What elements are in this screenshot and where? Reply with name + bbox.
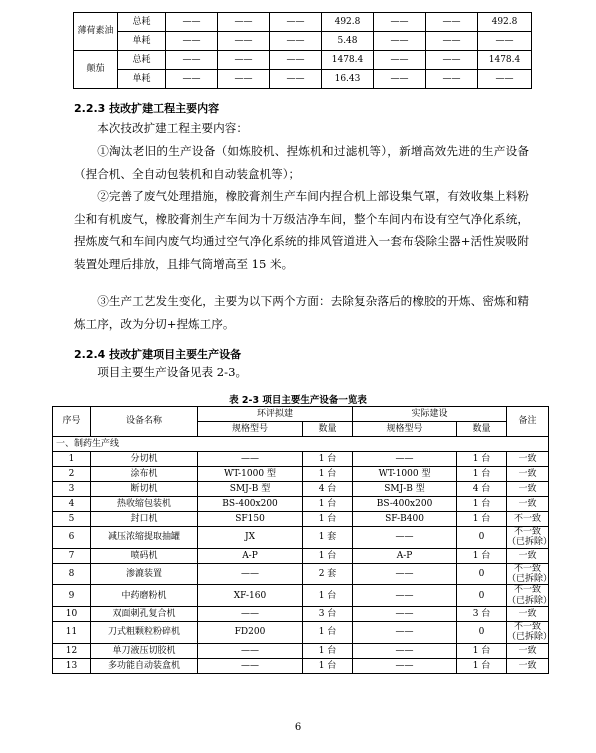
section-heading-2-2-3: 2.2.3 技改扩建工程主要内容 [74, 102, 220, 115]
paragraph: ②完善了废气处理措施，橡胶膏剂生产车间内捏合机上部设集气罩，有效收集上料粉尘和有机废气，橡胶膏剂生产车间为十万级洁净车间，整个车间内布设有空气净化系统，捏炼废气和车间内废气均通过空气净化系统的排风管道进入一套布袋除尘器+活性炭吸附装置处理后排放，且排气筒增高至 15 米。 [74, 189, 529, 271]
eia-spec: JX [198, 527, 303, 549]
table-row [53, 658, 549, 673]
actual-spec: —— [353, 658, 457, 673]
consumption-value: —— [426, 51, 478, 70]
paragraph: 项目主要生产设备见表 2-3。 [97, 365, 248, 379]
consumption-value: 1478.4 [478, 51, 532, 70]
eia-spec: —— [198, 658, 303, 673]
eia-qty: 1 台 [303, 497, 353, 512]
actual-spec: —— [353, 527, 457, 549]
consumption-type: 总耗 [118, 13, 166, 32]
consumption-value: —— [218, 32, 270, 51]
section-heading-2-2-4: 2.2.4 技改扩建项目主要生产设备 [74, 348, 242, 361]
note: 不一致 （已拆除） [507, 622, 553, 643]
note: 一致 [507, 658, 549, 673]
consumption-value: 492.8 [478, 13, 532, 32]
consumption-value: 16.43 [322, 70, 374, 89]
actual-spec: —— [353, 643, 457, 658]
eia-qty: 1 台 [303, 585, 353, 607]
equipment-name: 双面刺孔复合机 [91, 607, 198, 622]
consumption-value: —— [218, 70, 270, 89]
actual-qty: 1 台 [457, 497, 507, 512]
row-seq: 12 [53, 643, 91, 658]
header-note: 备注 [507, 407, 549, 437]
actual-qty: 3 台 [457, 607, 507, 622]
row-seq: 8 [53, 563, 91, 585]
eia-qty: 4 台 [303, 482, 353, 497]
row-seq: 10 [53, 607, 91, 622]
consumption-value: —— [218, 13, 270, 32]
eia-qty: 1 台 [303, 548, 353, 563]
consumption-row [74, 32, 532, 51]
note: 一致 [507, 607, 549, 622]
consumption-value: —— [426, 32, 478, 51]
actual-spec: BS-400x200 [353, 497, 457, 512]
row-seq: 2 [53, 467, 91, 482]
eia-qty: 1 台 [303, 643, 353, 658]
table-row [53, 512, 549, 527]
eia-qty: 1 台 [303, 622, 353, 644]
actual-qty: 1 台 [457, 548, 507, 563]
table-row [53, 563, 549, 585]
equipment-name: 分切机 [91, 452, 198, 467]
header-eia-qty: 数量 [303, 422, 353, 437]
note: 不一致 （已拆除） [507, 585, 553, 606]
equipment-table [52, 406, 553, 674]
material-name: 颠茄 [74, 51, 118, 89]
table-row [53, 548, 549, 563]
consumption-type: 总耗 [118, 51, 166, 70]
consumption-value: —— [374, 70, 426, 89]
consumption-value: —— [270, 32, 322, 51]
eia-qty: 1 台 [303, 512, 353, 527]
header-actual-qty: 数量 [457, 422, 507, 437]
actual-spec: —— [353, 607, 457, 622]
consumption-table [73, 12, 532, 89]
actual-qty: 1 台 [457, 467, 507, 482]
table-row [53, 482, 549, 497]
note: 一致 [507, 467, 549, 482]
table-row [53, 497, 549, 512]
equipment-name: 涂布机 [91, 467, 198, 482]
actual-qty: 4 台 [457, 482, 507, 497]
eia-spec: —— [198, 607, 303, 622]
note: 一致 [507, 452, 549, 467]
page-number: 6 [294, 722, 302, 733]
eia-spec: —— [198, 452, 303, 467]
consumption-value: —— [270, 51, 322, 70]
table-row [53, 607, 549, 622]
actual-spec: SF-B400 [353, 512, 457, 527]
consumption-value: —— [478, 70, 532, 89]
equipment-name: 单刀液压切胶机 [91, 643, 198, 658]
eia-qty: 1 台 [303, 658, 353, 673]
eia-spec: —— [198, 643, 303, 658]
consumption-row [74, 13, 532, 32]
consumption-type: 单耗 [118, 70, 166, 89]
consumption-value: —— [166, 70, 218, 89]
row-seq: 4 [53, 497, 91, 512]
row-seq: 3 [53, 482, 91, 497]
actual-qty: 0 [457, 622, 507, 644]
header-eia: 环评拟建 [198, 407, 353, 422]
table-row [53, 585, 549, 607]
eia-qty: 1 台 [303, 467, 353, 482]
note: 不一致 （已拆除） [507, 527, 553, 548]
actual-qty: 0 [457, 527, 507, 549]
equipment-name: 封口机 [91, 512, 198, 527]
actual-qty: 0 [457, 585, 507, 607]
table-caption: 表 2-3 项目主要生产设备一览表 [229, 395, 367, 406]
actual-spec: —— [353, 622, 457, 644]
equipment-name: 喷码机 [91, 548, 198, 563]
actual-spec: —— [353, 563, 457, 585]
consumption-value: —— [478, 32, 532, 51]
actual-qty: 0 [457, 563, 507, 585]
note: 一致 [507, 482, 549, 497]
table-row [53, 527, 549, 549]
consumption-value: —— [166, 32, 218, 51]
eia-qty: 1 套 [303, 527, 353, 549]
consumption-value: 1478.4 [322, 51, 374, 70]
header-actual: 实际建设 [353, 407, 507, 422]
note: 一致 [507, 548, 549, 563]
eia-spec: WT-1000 型 [198, 467, 303, 482]
section-row: 一、制药生产线 [53, 437, 549, 452]
eia-spec: SF150 [198, 512, 303, 527]
eia-qty: 1 台 [303, 452, 353, 467]
eia-spec: BS-400x200 [198, 497, 303, 512]
header-actual-spec: 规格型号 [353, 422, 457, 437]
equipment-name: 减压浓缩提取抽罐 [91, 527, 198, 549]
eia-qty: 3 台 [303, 607, 353, 622]
note: 不一致 （已拆除） [507, 563, 553, 585]
consumption-value: —— [374, 32, 426, 51]
row-seq: 11 [53, 622, 91, 644]
consumption-value: —— [270, 70, 322, 89]
header-name: 设备名称 [91, 407, 198, 437]
consumption-value: —— [374, 51, 426, 70]
row-seq: 5 [53, 512, 91, 527]
eia-spec: FD200 [198, 622, 303, 644]
consumption-value: —— [166, 51, 218, 70]
eia-spec: XF-160 [198, 585, 303, 607]
consumption-value: —— [426, 13, 478, 32]
actual-spec: A-P [353, 548, 457, 563]
actual-qty: 1 台 [457, 658, 507, 673]
consumption-value: 492.8 [322, 13, 374, 32]
equipment-name: 热收缩包装机 [91, 497, 198, 512]
note: 不一致 [507, 512, 549, 527]
consumption-value: —— [166, 13, 218, 32]
eia-spec: A-P [198, 548, 303, 563]
consumption-type: 单耗 [118, 32, 166, 51]
table-row [53, 622, 549, 644]
eia-spec: —— [198, 563, 303, 585]
actual-qty: 1 台 [457, 452, 507, 467]
actual-spec: WT-1000 型 [353, 467, 457, 482]
header-eia-spec: 规格型号 [198, 422, 303, 437]
paragraph: ③生产工艺发生变化，主要为以下两个方面：去除复杂落后的橡胶的开炼、密炼和精炼工序，改为分切+捏炼工序。 [74, 294, 529, 331]
table-row [53, 452, 549, 467]
consumption-row [74, 70, 532, 89]
actual-spec: —— [353, 452, 457, 467]
eia-qty: 2 套 [303, 563, 353, 585]
note: 一致 [507, 497, 549, 512]
row-seq: 9 [53, 585, 91, 607]
consumption-value: 5.48 [322, 32, 374, 51]
actual-spec: SMJ-B 型 [353, 482, 457, 497]
row-seq: 6 [53, 527, 91, 549]
equipment-name: 渗漉装置 [91, 563, 198, 585]
equipment-name: 中药磨粉机 [91, 585, 198, 607]
header-seq: 序号 [53, 407, 91, 437]
row-seq: 1 [53, 452, 91, 467]
row-seq: 7 [53, 548, 91, 563]
note: 一致 [507, 643, 549, 658]
actual-spec: —— [353, 585, 457, 607]
actual-qty: 1 台 [457, 512, 507, 527]
equipment-name: 多功能自动装盒机 [91, 658, 198, 673]
table-row [53, 643, 549, 658]
table-row [53, 467, 549, 482]
material-name: 薄荷素油 [74, 13, 118, 51]
row-seq: 13 [53, 658, 91, 673]
consumption-value: —— [218, 51, 270, 70]
eia-spec: SMJ-B 型 [198, 482, 303, 497]
paragraph: ①淘汰老旧的生产设备（如炼胶机、捏炼机和过滤机等），新增高效先进的生产设备（捏合机、全自动包装机和自动装盒机等）； [74, 144, 529, 181]
consumption-value: —— [374, 13, 426, 32]
actual-qty: 1 台 [457, 643, 507, 658]
paragraph: 本次技改扩建工程主要内容： [97, 121, 248, 135]
consumption-row [74, 51, 532, 70]
equipment-name: 断切机 [91, 482, 198, 497]
equipment-name: 刀式粗颗粒粉碎机 [91, 622, 198, 644]
consumption-value: —— [426, 70, 478, 89]
consumption-value: —— [270, 13, 322, 32]
